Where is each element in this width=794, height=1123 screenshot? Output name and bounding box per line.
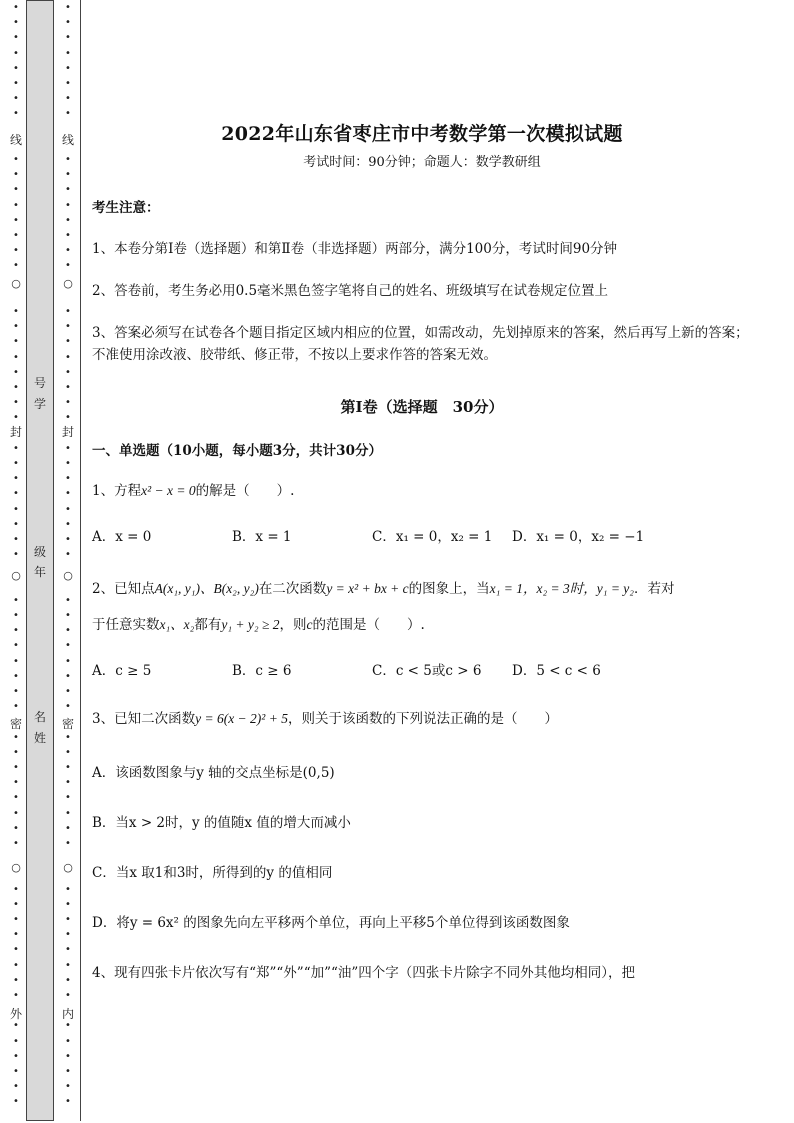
seal-dot: • bbox=[13, 701, 19, 713]
seal-marker-left: 线 bbox=[9, 133, 22, 147]
seal-dot: • bbox=[13, 746, 19, 758]
seal-dot: • bbox=[13, 838, 19, 849]
seal-dot: • bbox=[65, 807, 71, 819]
seal-dot: • bbox=[65, 518, 71, 530]
seal-dot: • bbox=[13, 883, 19, 895]
seal-dot: • bbox=[13, 230, 19, 241]
seal-dot: • bbox=[13, 503, 19, 515]
question-stem: 的图象上，当 bbox=[408, 581, 490, 597]
seal-dot: • bbox=[13, 93, 19, 105]
seal-dot: • bbox=[65, 108, 71, 120]
seal-dot: • bbox=[13, 488, 19, 500]
seal-dot: • bbox=[13, 108, 19, 120]
seal-dot: • bbox=[65, 458, 71, 469]
field-student-id-char1: 号 bbox=[33, 376, 46, 390]
option-b[interactable]: B．当x > 2时，y 的值随x 值的增大而减小 bbox=[92, 815, 351, 831]
seal-dot: • bbox=[13, 473, 19, 485]
seal-dot: • bbox=[13, 32, 19, 44]
seal-dot: • bbox=[65, 670, 71, 682]
seal-marker-left: 封 bbox=[9, 425, 22, 439]
seal-marker-right: 封 bbox=[61, 425, 74, 439]
seal-dot: • bbox=[13, 974, 19, 986]
equation: x² − x = 0 bbox=[141, 483, 196, 498]
condition: x₁ = 1，x₂ = 3时，y₁ = y₂ bbox=[489, 581, 634, 596]
seal-dot: • bbox=[65, 321, 71, 333]
seal-dot: • bbox=[65, 62, 71, 74]
seal-dot: • bbox=[13, 397, 19, 409]
field-student-id-char2: 学 bbox=[33, 397, 46, 411]
question-stem: ．若对 bbox=[634, 581, 675, 597]
question-2-options bbox=[92, 660, 752, 682]
seal-dot: • bbox=[65, 154, 71, 165]
note-item: 1、本卷分第Ⅰ卷（选择题）和第Ⅱ卷（非选择题）两部分，满分100分，考试时间90分钟 bbox=[92, 241, 618, 257]
seal-line-right bbox=[58, 0, 78, 1123]
seal-marker-left: ○ bbox=[11, 569, 21, 582]
option-a[interactable]: A．x = 0 bbox=[92, 529, 152, 545]
seal-dot: • bbox=[65, 93, 71, 105]
question-stem: 3、已知二次函数 bbox=[92, 711, 196, 727]
seal-dot: • bbox=[13, 914, 19, 925]
seal-dot: • bbox=[65, 898, 71, 910]
seal-dot: • bbox=[65, 762, 71, 773]
seal-marker-left: ○ bbox=[11, 277, 21, 290]
question-stem: 在二次函数 bbox=[258, 581, 327, 597]
seal-dot: • bbox=[65, 914, 71, 925]
seal-dot: • bbox=[13, 518, 19, 530]
inequality: y₁ + y₂ ≥ 2 bbox=[221, 617, 280, 632]
seal-dot: • bbox=[13, 17, 19, 29]
seal-marker-right: ○ bbox=[63, 569, 73, 582]
seal-dot: • bbox=[65, 534, 71, 545]
seal-dot: • bbox=[13, 1050, 19, 1062]
seal-dot: • bbox=[65, 1050, 71, 1062]
seal-dot: • bbox=[65, 822, 71, 834]
seal-dot: • bbox=[65, 929, 71, 941]
seal-dot: • bbox=[13, 549, 19, 561]
seal-dot: • bbox=[13, 47, 19, 59]
seal-dot: • bbox=[13, 442, 19, 454]
seal-marker-left: 密 bbox=[9, 717, 22, 731]
binding-rule bbox=[80, 0, 81, 1121]
seal-dot: • bbox=[13, 594, 19, 606]
seal-marker-right: 线 bbox=[61, 133, 74, 147]
seal-dot: • bbox=[65, 746, 71, 758]
question-3 bbox=[92, 708, 752, 730]
seal-dot: • bbox=[65, 625, 71, 637]
seal-dot: • bbox=[65, 260, 71, 272]
seal-dot: • bbox=[65, 990, 71, 1001]
field-grade-char1: 级 bbox=[33, 545, 46, 559]
seal-dot: • bbox=[13, 169, 19, 181]
question-stem: ，则 bbox=[279, 617, 307, 633]
seal-dot: • bbox=[13, 1096, 19, 1108]
seal-dot: • bbox=[13, 777, 19, 789]
seal-dot: • bbox=[65, 1081, 71, 1093]
notes-title: 考生注意： bbox=[92, 200, 160, 216]
seal-dot: • bbox=[65, 731, 71, 743]
seal-dot: • bbox=[65, 594, 71, 606]
seal-dot: • bbox=[65, 412, 71, 424]
seal-dot: • bbox=[13, 1081, 19, 1093]
question-4: 4、现有四张卡片依次写有“郑”“外”“加”“油”四个字（四张卡片除字不同外其他均相同），把 bbox=[92, 965, 636, 981]
question-2-line2 bbox=[92, 614, 752, 636]
seal-dot: • bbox=[65, 944, 71, 956]
seal-dot: • bbox=[65, 503, 71, 515]
seal-dot: • bbox=[65, 655, 71, 667]
option-d[interactable]: D．将y = 6x² 的图象先向左平移两个单位，再向上平移5个单位得到该函数图象 bbox=[92, 915, 570, 931]
option-c[interactable]: C．当x 取1和3时，所得到的y 的值相同 bbox=[92, 865, 333, 881]
question-stem: 1、方程 bbox=[92, 483, 142, 499]
seal-dot: • bbox=[13, 62, 19, 74]
option-c[interactable]: C．x₁ = 0，x₂ = 1 bbox=[372, 529, 493, 545]
seal-dot: • bbox=[65, 382, 71, 393]
seal-dot: • bbox=[13, 154, 19, 165]
exam-paper bbox=[92, 120, 752, 984]
seal-dot: • bbox=[13, 686, 19, 697]
seal-dot: • bbox=[65, 686, 71, 697]
seal-dot: • bbox=[13, 2, 19, 13]
seal-dot: • bbox=[13, 199, 19, 211]
seal-dot: • bbox=[13, 610, 19, 621]
seal-dot: • bbox=[13, 898, 19, 910]
question-stem: 的解是（ ）. bbox=[195, 483, 295, 499]
seal-dot: • bbox=[65, 230, 71, 241]
exam-subtitle: 考试时间：90分钟；命题人：数学教研组 bbox=[303, 155, 541, 170]
seal-dot: • bbox=[13, 245, 19, 257]
seal-dot: • bbox=[65, 549, 71, 561]
exam-title: 2022年山东省枣庄市中考数学第一次模拟试题 bbox=[221, 123, 623, 145]
seal-dot: • bbox=[13, 321, 19, 333]
question-stem: 2、已知点 bbox=[92, 581, 155, 597]
question-stem: 于任意实数 bbox=[92, 617, 160, 633]
seal-dot: • bbox=[65, 351, 71, 363]
seal-dot: • bbox=[13, 655, 19, 667]
seal-dot: • bbox=[65, 245, 71, 257]
seal-dot: • bbox=[65, 17, 71, 29]
seal-dot: • bbox=[65, 1020, 71, 1032]
field-grade-char2: 年 bbox=[33, 565, 46, 579]
seal-dot: • bbox=[65, 169, 71, 181]
seal-dot: • bbox=[13, 929, 19, 941]
seal-dot: • bbox=[13, 731, 19, 743]
field-name-char2: 姓 bbox=[33, 731, 46, 745]
seal-dot: • bbox=[13, 336, 19, 348]
seal-dot: • bbox=[13, 990, 19, 1001]
seal-dot: • bbox=[13, 534, 19, 545]
seal-dot: • bbox=[13, 762, 19, 773]
seal-dot: • bbox=[65, 184, 71, 196]
seal-dot: • bbox=[13, 184, 19, 196]
function: y = 6(x − 2)² + 5 bbox=[195, 711, 288, 726]
seal-dot: • bbox=[13, 382, 19, 393]
seal-dot: • bbox=[65, 792, 71, 804]
option-a[interactable]: A．c ≥ 5 bbox=[92, 663, 152, 679]
option-b[interactable]: B．x = 1 bbox=[232, 529, 292, 545]
seal-marker-right: 密 bbox=[61, 717, 74, 731]
note-item: 2、答卷前，考生务必用0.5毫米黑色签字笔将自己的姓名、班级填写在试卷规定位置上 bbox=[92, 283, 609, 299]
seal-dot: • bbox=[65, 883, 71, 895]
seal-dot: • bbox=[13, 792, 19, 804]
seal-dot: • bbox=[13, 625, 19, 637]
seal-marker-left: ○ bbox=[11, 861, 21, 874]
seal-dot: • bbox=[65, 610, 71, 621]
seal-dot: • bbox=[65, 199, 71, 211]
question-2 bbox=[92, 578, 752, 600]
seal-dot: • bbox=[65, 701, 71, 713]
seal-dot: • bbox=[13, 944, 19, 956]
section-title: 第Ⅰ卷（选择题 30分） bbox=[340, 398, 504, 416]
seal-dot: • bbox=[13, 351, 19, 363]
seal-dot: • bbox=[65, 1066, 71, 1077]
seal-dot: • bbox=[65, 306, 71, 317]
seal-dot: • bbox=[65, 366, 71, 378]
seal-dot: • bbox=[65, 442, 71, 454]
question-stem: 都有 bbox=[194, 617, 222, 633]
seal-dot: • bbox=[13, 959, 19, 971]
question-stem: 的范围是（ ）. bbox=[312, 617, 425, 633]
points: A(x₁, y₁)、B(x₂, y₂) bbox=[154, 581, 259, 596]
seal-dot: • bbox=[13, 807, 19, 819]
seal-dot: • bbox=[65, 32, 71, 44]
option-d[interactable]: D．x₁ = 0，x₂ = −1 bbox=[512, 529, 645, 545]
seal-dot: • bbox=[13, 822, 19, 834]
seal-line-left bbox=[6, 0, 26, 1123]
note-item: 3、答案必须写在试卷各个题目指定区域内相应的位置，如需改动，先划掉原来的答案，然后再写上新的答案；不准使用涂改液、胶带纸、修正带，不按以上要求作答的答案无效。 bbox=[92, 325, 749, 363]
question-1-options bbox=[92, 526, 752, 548]
option-a[interactable]: A．该函数图象与y 轴的交点坐标是(0,5) bbox=[92, 765, 335, 781]
seal-dot: • bbox=[65, 488, 71, 500]
seal-dot: • bbox=[65, 336, 71, 348]
option-c[interactable]: C．c < 5或c > 6 bbox=[372, 663, 482, 679]
option-b[interactable]: B．c ≥ 6 bbox=[232, 663, 292, 679]
seal-marker-right: 内 bbox=[61, 1007, 74, 1021]
seal-dot: • bbox=[65, 397, 71, 409]
seal-dot: • bbox=[13, 458, 19, 469]
seal-dot: • bbox=[13, 412, 19, 424]
seal-marker-right: ○ bbox=[63, 861, 73, 874]
seal-marker-left: 外 bbox=[9, 1007, 22, 1021]
seal-dot: • bbox=[65, 959, 71, 971]
variable-c: c bbox=[306, 617, 313, 632]
seal-dot: • bbox=[65, 47, 71, 59]
function: y = x² + bx + c bbox=[326, 581, 409, 596]
seal-dot: • bbox=[13, 214, 19, 226]
option-d[interactable]: D．5 < c < 6 bbox=[512, 663, 601, 679]
seal-dot: • bbox=[65, 640, 71, 652]
seal-dot: • bbox=[65, 1096, 71, 1108]
seal-dot: • bbox=[65, 838, 71, 849]
part-title: 一、单选题（10小题，每小题3分，共计30分） bbox=[92, 443, 382, 459]
seal-dot: • bbox=[13, 1035, 19, 1047]
seal-dot: • bbox=[65, 2, 71, 13]
seal-marker-right: ○ bbox=[63, 277, 73, 290]
question-1 bbox=[92, 480, 752, 502]
seal-dot: • bbox=[13, 306, 19, 317]
seal-dot: • bbox=[65, 1035, 71, 1047]
seal-dot: • bbox=[65, 473, 71, 485]
field-name-char1: 名 bbox=[33, 710, 46, 724]
seal-dot: • bbox=[13, 1020, 19, 1032]
seal-dot: • bbox=[13, 1066, 19, 1077]
seal-dot: • bbox=[65, 777, 71, 789]
seal-dot: • bbox=[13, 640, 19, 652]
variables: x₁、x₂ bbox=[159, 617, 195, 632]
seal-dot: • bbox=[65, 214, 71, 226]
seal-dot: • bbox=[65, 78, 71, 89]
seal-dot: • bbox=[13, 670, 19, 682]
seal-dot: • bbox=[13, 366, 19, 378]
seal-dot: • bbox=[13, 260, 19, 272]
seal-dot: • bbox=[13, 78, 19, 89]
question-stem: ，则关于该函数的下列说法正确的是（ ） bbox=[287, 711, 558, 727]
seal-dot: • bbox=[65, 974, 71, 986]
